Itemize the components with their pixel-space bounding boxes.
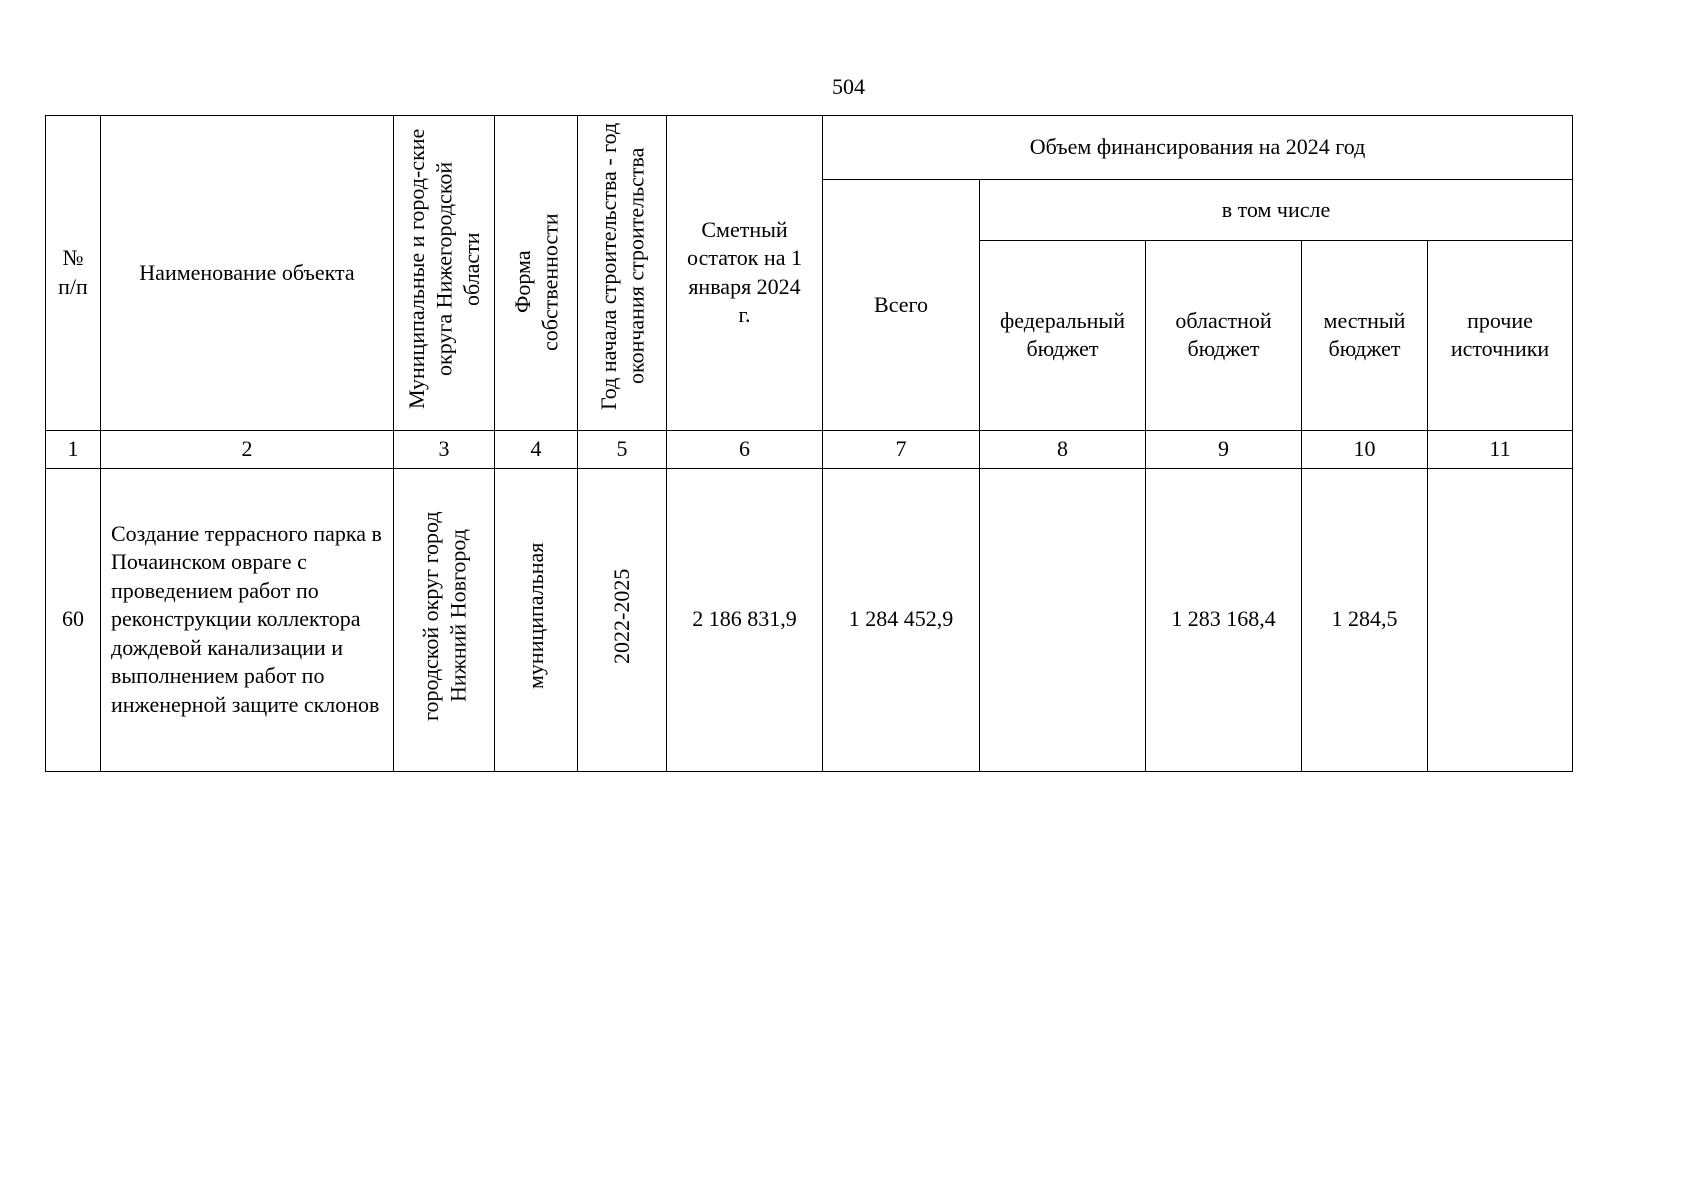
header-including — [980, 180, 1573, 241]
financing-table — [45, 115, 1573, 772]
header-years — [578, 116, 667, 431]
column-number: 6 — [667, 430, 823, 468]
header-total — [823, 180, 980, 431]
row-object-name: Создание террасного парка в Почаинском овраге с проведением работ по реконструкции коллектора дождевой канализации и выполнением работ по инженерной защите склонов — [101, 468, 394, 771]
header-years-label: Год начала строительства - год окончания строительства — [595, 122, 648, 410]
header-municipal — [394, 116, 495, 431]
header-num-label: № п/п — [58, 245, 88, 299]
row-years: 2022-2025 — [609, 568, 635, 664]
row-other — [1428, 468, 1573, 771]
column-number: 10 — [1302, 430, 1428, 468]
row-local: 1 284,5 — [1302, 468, 1428, 771]
header-funding-group — [823, 116, 1573, 180]
table-row — [46, 468, 1573, 771]
header-other — [1428, 240, 1573, 430]
header-ownership — [495, 116, 578, 431]
header-other-label: прочие источники — [1450, 307, 1550, 362]
row-federal — [980, 468, 1146, 771]
row-ownership: муниципальная — [523, 542, 549, 690]
column-number: 8 — [980, 430, 1146, 468]
column-number: 2 — [101, 430, 394, 468]
column-number: 9 — [1146, 430, 1302, 468]
header-funding-group-label: Объем финансирования на 2024 год — [1029, 134, 1366, 160]
header-estimate — [667, 116, 823, 431]
header-ownership-label: Форма собственности — [509, 213, 562, 351]
header-federal-label: федеральный бюджет — [1000, 307, 1125, 362]
column-number: 11 — [1428, 430, 1573, 468]
row-total: 1 284 452,9 — [823, 468, 980, 771]
row-ownership-cell — [495, 468, 578, 771]
column-number: 4 — [495, 430, 578, 468]
row-regional: 1 283 168,4 — [1146, 468, 1302, 771]
column-number: 5 — [578, 430, 667, 468]
header-name-label: Наименование объекта — [139, 259, 355, 285]
header-federal — [980, 240, 1146, 430]
header-local-label: местный бюджет — [1323, 307, 1406, 362]
header-local — [1302, 240, 1428, 430]
column-number: 1 — [46, 430, 101, 468]
row-num: 60 — [46, 468, 101, 771]
row-municipal-cell — [394, 468, 495, 771]
header-regional-label: областной бюджет — [1175, 307, 1272, 362]
header-total-label: Всего — [874, 291, 928, 317]
page-number: 504 — [832, 74, 865, 99]
row-estimate: 2 186 831,9 — [667, 468, 823, 771]
column-number: 7 — [823, 430, 980, 468]
header-name — [101, 116, 394, 431]
row-years-cell — [578, 468, 667, 771]
header-municipal-label: Муниципальные и город-ские округа Нижегородской области — [403, 128, 484, 410]
header-including-label: в том числе — [1221, 196, 1331, 222]
header-regional — [1146, 240, 1302, 430]
header-estimate-label: Сметный остаток на 1 января 2024 г. — [687, 216, 802, 328]
header-num — [46, 116, 101, 431]
row-municipal: городской округ город Нижний Новгород — [417, 511, 470, 721]
column-number-row — [46, 430, 1573, 468]
column-number: 3 — [394, 430, 495, 468]
